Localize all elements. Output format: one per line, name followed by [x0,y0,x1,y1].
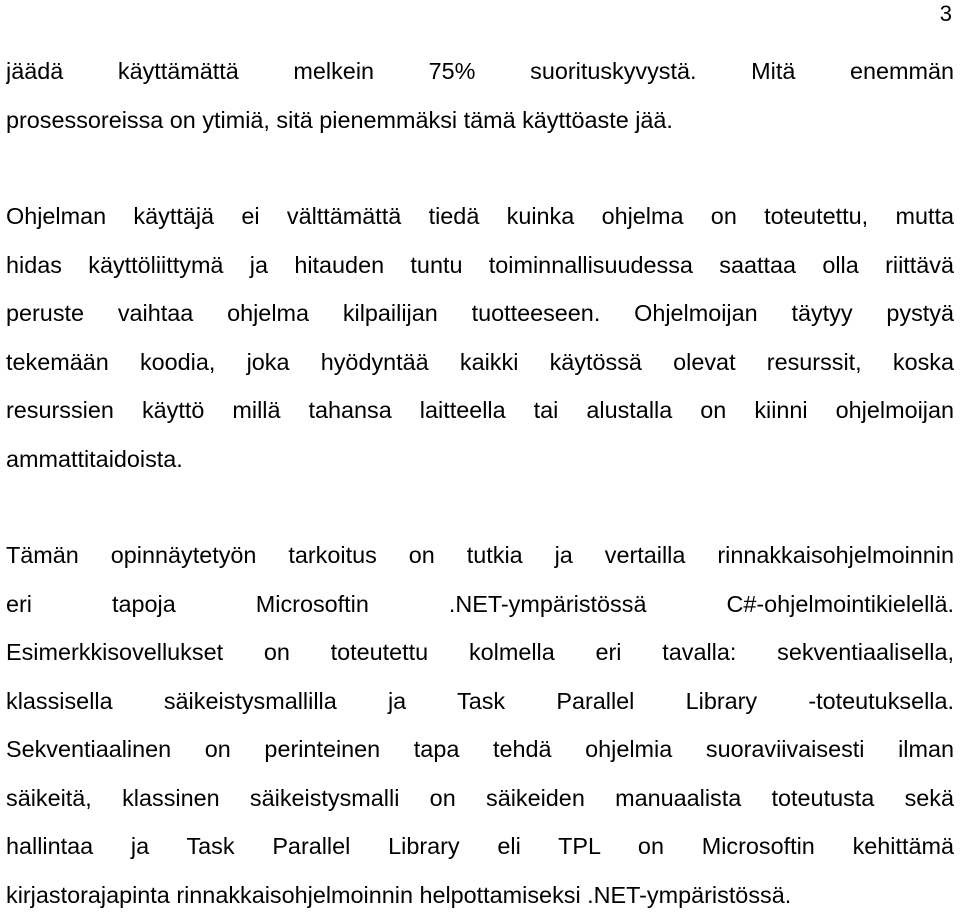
text-line: jäädä käyttämättä melkein 75% suorituskyvystä. Mitä enemmän [6,47,954,96]
text-line: Ohjelman käyttäjä ei välttämättä tiedä kuinka ohjelma on toteutettu, mutta [6,192,954,241]
paragraph-1 [6,47,954,144]
paragraph-3 [6,531,954,919]
text-line: Tämän opinnäytetyön tarkoitus on tutkia ja vertailla rinnakkaisohjelmoinnin [6,531,954,580]
text-line: säikeitä, klassinen säikeistysmalli on säikeiden manuaalista toteutusta sekä [6,774,954,823]
text-line: resurssien käyttö millä tahansa laitteella tai alustalla on kiinni ohjelmoijan [6,386,954,435]
text-line: eri tapoja Microsoftin .NET-ympäristössä C#-ohjelmointikielellä. [6,580,954,629]
paragraph-2 [6,192,954,483]
text-line: ammattitaidoista. [6,435,954,484]
text-line: klassisella säikeistysmallilla ja Task Parallel Library -toteutuksella. [6,677,954,726]
text-line: hidas käyttöliittymä ja hitauden tuntu toiminnallisuudessa saattaa olla riittävä [6,241,954,290]
text-line: Esimerkkisovellukset on toteutettu kolmella eri tavalla: sekventiaalisella, [6,628,954,677]
text-line: hallintaa ja Task Parallel Library eli TPL on Microsoftin kehittämä [6,822,954,871]
page-number: 3 [940,0,952,28]
text-line: Sekventiaalinen on perinteinen tapa tehdä ohjelmia suoraviivaisesti ilman [6,725,954,774]
text-line: tekemään koodia, joka hyödyntää kaikki käytössä olevat resurssit, koska [6,338,954,387]
text-line: peruste vaihtaa ohjelma kilpailijan tuotteeseen. Ohjelmoijan täytyy pystyä [6,289,954,338]
text-line: kirjastorajapinta rinnakkaisohjelmoinnin helpottamiseksi .NET-ympäristössä. [6,871,954,919]
text-line: prosessoreissa on ytimiä, sitä pienemmäksi tämä käyttöaste jää. [6,96,954,145]
